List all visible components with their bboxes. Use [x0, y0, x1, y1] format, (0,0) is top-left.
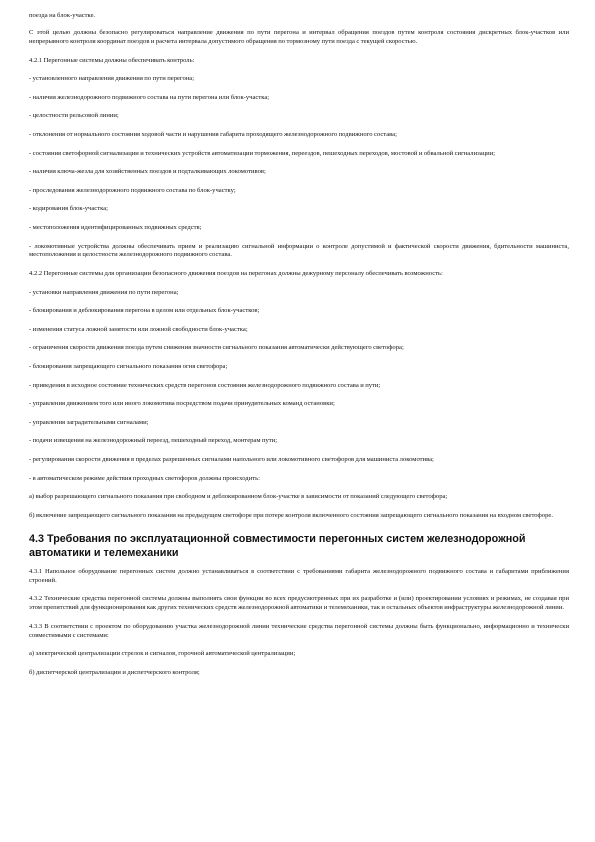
list-item: - управления заградительными сигналами; — [29, 418, 149, 426]
section-4-3-3-paragraph: 4.3.3 В соответствии с проектом по оборудованию участка железнодорожной линии технические средства перегонной системы должны быть функционально, информационно и технически совместимыми с системами: — [29, 622, 569, 639]
list-item: - проследования железнодорожного подвижного состава по блок-участку; — [29, 186, 236, 194]
document-page — [29, 12, 569, 678]
section-4-3-1-paragraph: 4.3.1 Напольное оборудование перегонных систем должно устанавливаться в соответствии с требованиями габарита железнодорожного подвижного состава и габаритами приближения строений. — [29, 568, 569, 584]
list-item: - наличия ключа-жезла для хозяйственных поездов и подталкивающих локомотивов; — [29, 168, 266, 176]
list-item: - целостности рельсовой линии; — [29, 112, 119, 120]
section-4-2-1-title: 4.2.1 Перегонные системы должны обеспечивать контроль: — [29, 56, 195, 64]
list-item: - состояния светофорной сигнализации и технических устройств автоматизации торможения, переездов, пешеходных переходов, мостовой и обвальной сигнализации; — [29, 149, 496, 157]
list-item: - кодирования блок-участка; — [29, 205, 108, 213]
list-item: а) электрической централизации стрелок и сигналов, горочной автоматической централизации; — [29, 650, 296, 658]
lead-paragraph: поезда на блок-участке. — [29, 12, 96, 19]
list-item: б) диспетчерской централизации и диспетчерского контроля; — [29, 668, 200, 676]
list-item: - установки направления движения по пути перегона; — [29, 288, 179, 296]
list-item: - блокирования запрещающего сигнального показания огня светофора; — [29, 362, 228, 370]
list-item: - управления движением того или иного локомотива посредством подачи принудительных команд остановки; — [29, 400, 335, 408]
section-4-2-2-title: 4.2.2 Перегонные системы для организации безопасного движения поездов на перегонах должны дежурному персоналу обеспечивать возможность: — [29, 270, 443, 278]
list-item: - наличия железнодорожного подвижного состава на пути перегона или блок-участка; — [29, 93, 270, 101]
list-item: - приведения в исходное состояние технических средств перегонов состояния железнодорожного подвижного состава и пути; — [29, 381, 381, 389]
section-heading: 4.3 Требования по эксплуатационной совместимости перегонных систем железнодорожной автоматики и телемеханики — [29, 532, 526, 559]
list-item: - регулирования скорости движения в пределах разрешенных сигналами напольного или локомотивного светофоров для машиниста локомотива; — [29, 455, 434, 463]
list-item: - подачи извещения на железнодорожный переезд, пешеходный переход, монтерам пути; — [29, 437, 278, 445]
list-item: - локомотивные устройства должны обеспечивать прием и реализацию сигнальной информации о контроле допустимой и фактической скорости движения, бдительности машиниста, местоположения и целостности железнодорожного подвижного состава. — [29, 242, 569, 259]
list-item: - установленного направления движения по пути перегона; — [29, 75, 195, 83]
list-item: а) выбор разрешающего сигнального показания при свободном и деблокированном блок-участке в зависимости от показаний следующего светофора; — [29, 493, 448, 501]
list-item: - в автоматическом режиме действия проходных светофоров должны происходить: — [29, 474, 260, 482]
section-4-3-2-paragraph: 4.3.2 Технические средства перегонной системы должны выполнять свои функции во всех предусмотренных при их разработке и (или) проектировании условиях и режимах, не создавая при этом препятствий для функционирования как других технических средств железнодорожной автоматики и телемеханики, так и остальных объектов инфраструктуры железнодорожной линии. — [29, 595, 569, 612]
list-item: - изменения статуса ложной занятости или ложной свободности блок-участка; — [29, 325, 248, 333]
list-item: - местоположения идентифицированных подвижных средств; — [29, 224, 202, 232]
list-item: - блокирования и деблокирования перегона в целом или отдельных блок-участков; — [29, 307, 260, 315]
list-item: б) включение запрещающего сигнального показания на предыдущем светофоре при потере контроля включенного состояния запрещающего сигнального показания на входном светофоре. — [29, 511, 553, 519]
list-item: - ограничения скорости движения поезда путем снижения значности сигнального показания автоматически действующего светофора; — [29, 344, 404, 352]
intro-paragraph: С этой целью должны безопасно регулироваться направление движения по пути перегона и интервал обращения поездов путем контроля состояния дискретных блок-участков или непрерывного контроля координат поездов и расчета интервала допустимого обращения по тормозному пути поезда с текущей скоростью. — [29, 29, 569, 46]
list-item: - отклонения от нормального состояния ходовой части и нарушения габарита проходящего железнодорожного подвижного состава; — [29, 131, 397, 139]
